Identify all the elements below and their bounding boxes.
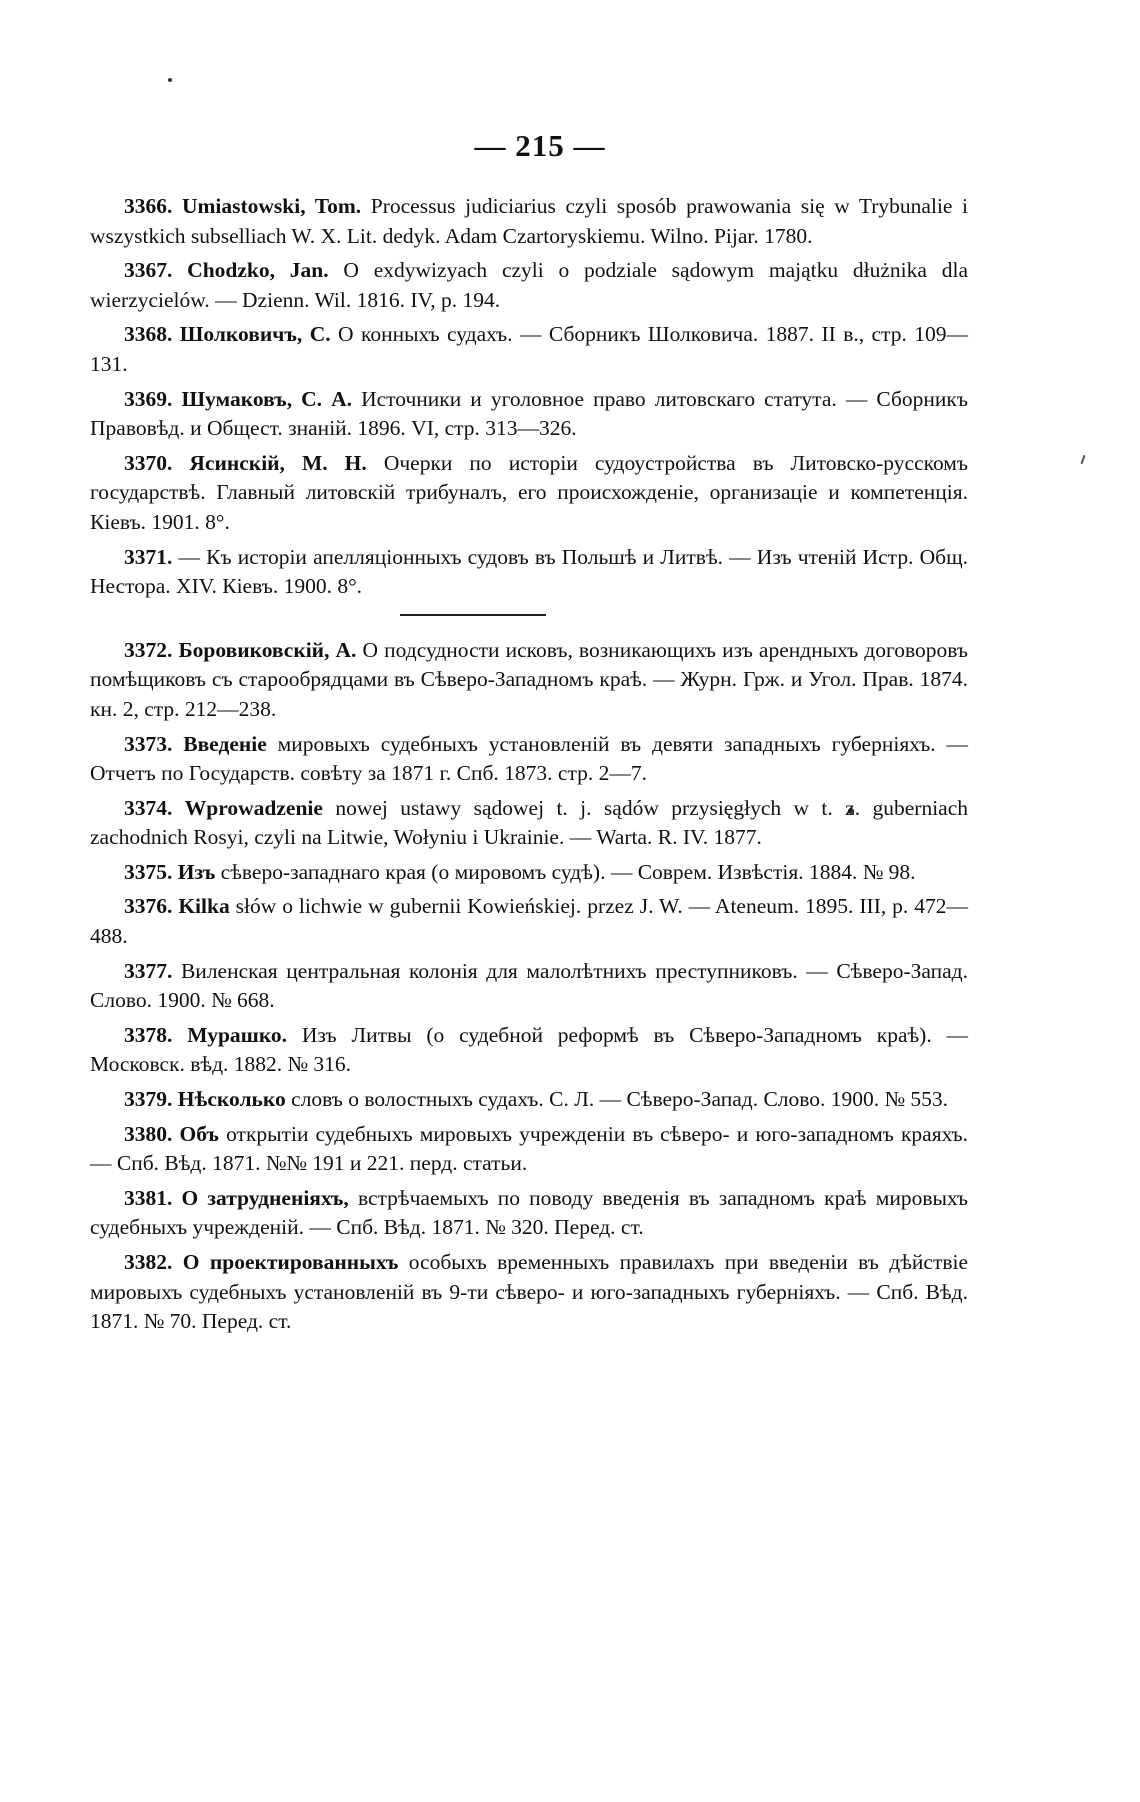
entry-number: 3374.	[124, 795, 173, 820]
entry-3381	[90, 1184, 968, 1243]
entry-3382	[90, 1248, 968, 1337]
entry-number: 3373.	[124, 731, 173, 756]
entry-text: встрѣчаемыхъ по поводу введенія въ западномъ краѣ мировыхъ судебныхъ учрежденій. — Спб. Вѣд. 1871. № 320. Перед. ст.	[90, 1185, 969, 1240]
entry-3380	[90, 1120, 968, 1179]
entry-text: особыхъ временныхъ правилахъ при введеніи въ дѣйствіе мировыхъ судебныхъ установленій въ 9-ти сѣверо- и юго-западныхъ губерніяхъ. — Спб. Вѣд. 1871. № 70. Перед. ст.	[90, 1250, 969, 1334]
entry-text: Источники и уголовное право литовскаго статута. — Сборникъ Правовѣд. и Общест. знаній. 1896. VI, стр. 313—326.	[90, 386, 968, 441]
entry-text: Изъ Литвы (о судебной реформѣ въ Сѣверо-Западномъ краѣ). — Московск. вѣд. 1882. № 316.	[90, 1022, 969, 1077]
entry-author: Kilka	[178, 894, 230, 919]
entry-text: nowej ustawy sądowej t. j. sądów przysięgłych w t. z. guberniach zachodnich Rosyi, czyli na Litwie, Wołyniu i Ukrainie. — Warta. R. IV. 1877.	[90, 795, 969, 850]
entry-number: 3378.	[124, 1022, 173, 1047]
entry-text: открытіи судебныхъ мировыхъ учрежденіи въ сѣверо- и юго-западномъ краяхъ. — Спб. Вѣд. 1871. №№ 191 и 221. перд. статьи.	[90, 1121, 969, 1176]
entry-author: Chodzko, Jan.	[187, 258, 329, 283]
entry-author: Шумаковъ, С. А.	[181, 386, 352, 411]
entry-3378	[90, 1021, 968, 1080]
entry-number: 3377.	[124, 958, 173, 983]
entry-author: Боровиковскій, А.	[178, 637, 357, 662]
entry-3371	[90, 543, 968, 602]
entry-text: мировыхъ судебныхъ установленій въ девяти западныхъ губерніяхъ. — Отчетъ по Государств. совѣту за 1871 г. Спб. 1873. стр. 2—7.	[90, 731, 968, 786]
entry-3379	[90, 1085, 968, 1115]
entry-text: — Къ исторіи апелляціонныхъ судовъ въ Польшѣ и Литвѣ. — Изъ чтеній Истр. Общ. Нестора. XIV. Кіевъ. 1900. 8°.	[90, 544, 969, 599]
speck-mark	[1081, 455, 1086, 464]
entry-text: О конныхъ судахъ. — Сборникъ Шолковича. 1887. II в., стр. 109—131.	[90, 322, 969, 376]
entry-number: 3381.	[124, 1185, 173, 1210]
entry-number: 3366.	[124, 194, 173, 218]
entries-top	[90, 192, 968, 602]
entry-number: 3372.	[124, 637, 173, 662]
entry-3376	[90, 892, 968, 951]
entry-text: словъ о волостныхъ судахъ. С. Л. — Сѣверо-Запад. Слово. 1900. № 553.	[291, 1087, 949, 1112]
entry-3366	[90, 192, 968, 251]
entry-author: Wprowadzenie	[184, 795, 323, 820]
entry-3370	[90, 449, 968, 538]
entry-3368	[90, 320, 968, 379]
entry-author: Введеніе	[183, 731, 267, 756]
entry-number: 3379.	[124, 1087, 173, 1112]
entry-text: Виленская центральная колонія для малолѣтнихъ преступниковъ. — Сѣверо-Запад. Слово. 1900. № 668.	[90, 958, 969, 1013]
entry-3372	[90, 636, 968, 725]
entry-3377	[90, 957, 968, 1016]
entry-number: 3376.	[124, 894, 173, 919]
entry-author: О затрудненіяхъ,	[181, 1185, 349, 1210]
entry-text: О подсудности исковъ, возникающихъ изъ арендныхъ договоровъ помѣщиковъ съ старообрядцами въ Сѣверо-Западномъ краѣ. — Журн. Грж. и Угол. Прав. 1874. кн. 2, стр. 212—238.	[90, 637, 968, 721]
entry-number: 3370.	[124, 450, 173, 475]
entry-author: О проектированныхъ	[182, 1250, 399, 1274]
speck-mark	[168, 78, 172, 82]
entry-number: 3371.	[124, 544, 173, 569]
entries-bottom	[90, 636, 968, 1337]
entry-author: Объ	[179, 1121, 219, 1146]
entry-author: Нѣсколько	[177, 1087, 286, 1112]
entry-text: сѣверо-западнаго края (о мировомъ судѣ). — Соврем. Извѣстія. 1884. № 98.	[220, 859, 916, 884]
entry-number: 3368.	[124, 322, 173, 347]
document-page	[90, 128, 968, 1342]
entry-number: 3382.	[124, 1250, 173, 1274]
entry-3369	[90, 385, 968, 444]
entry-text: słów o lichwie w gubernii Kowieńskiej. przez J. W. — Ateneum. 1895. III, p. 472—488.	[90, 894, 968, 949]
entry-author: Umiastowski, Tom.	[181, 194, 362, 218]
entry-number: 3367.	[124, 258, 173, 283]
entry-number: 3369.	[124, 386, 173, 411]
entry-author: Ясинскій, М. Н.	[189, 450, 367, 475]
entry-author: Шолковичъ, С.	[179, 322, 331, 347]
section-divider	[400, 614, 546, 616]
entry-text: Очерки по исторіи судоустройства въ Литовско-русскомъ государствѣ. Главный литовскій трибуналъ, его происхожденіе, организаціе и компетенція. Кіевъ. 1901. 8°.	[90, 450, 969, 534]
entry-3367	[90, 256, 968, 315]
entry-3375	[90, 858, 968, 888]
entry-text: O exdywizyach czyli o podziale sądowym majątku dłużnika dla wierzycielów. — Dzienn. Wil. 1816. IV, p. 194.	[90, 258, 969, 312]
entry-number: 3380.	[124, 1121, 173, 1146]
entry-3374	[90, 794, 968, 853]
page-number: — 215 —	[474, 128, 606, 163]
entry-author: Мурашко.	[187, 1022, 288, 1047]
entry-text: Processus judiciarius czyli sposób prawowania się w Trybunalie i wszystkich subselliach W. X. Lit. dedyk. Adam Czartoryskiemu. Wilno. Pijar. 1780.	[90, 194, 969, 248]
entry-number: 3375.	[124, 859, 173, 884]
entry-3373	[90, 730, 968, 789]
entry-author: Изъ	[177, 859, 216, 884]
